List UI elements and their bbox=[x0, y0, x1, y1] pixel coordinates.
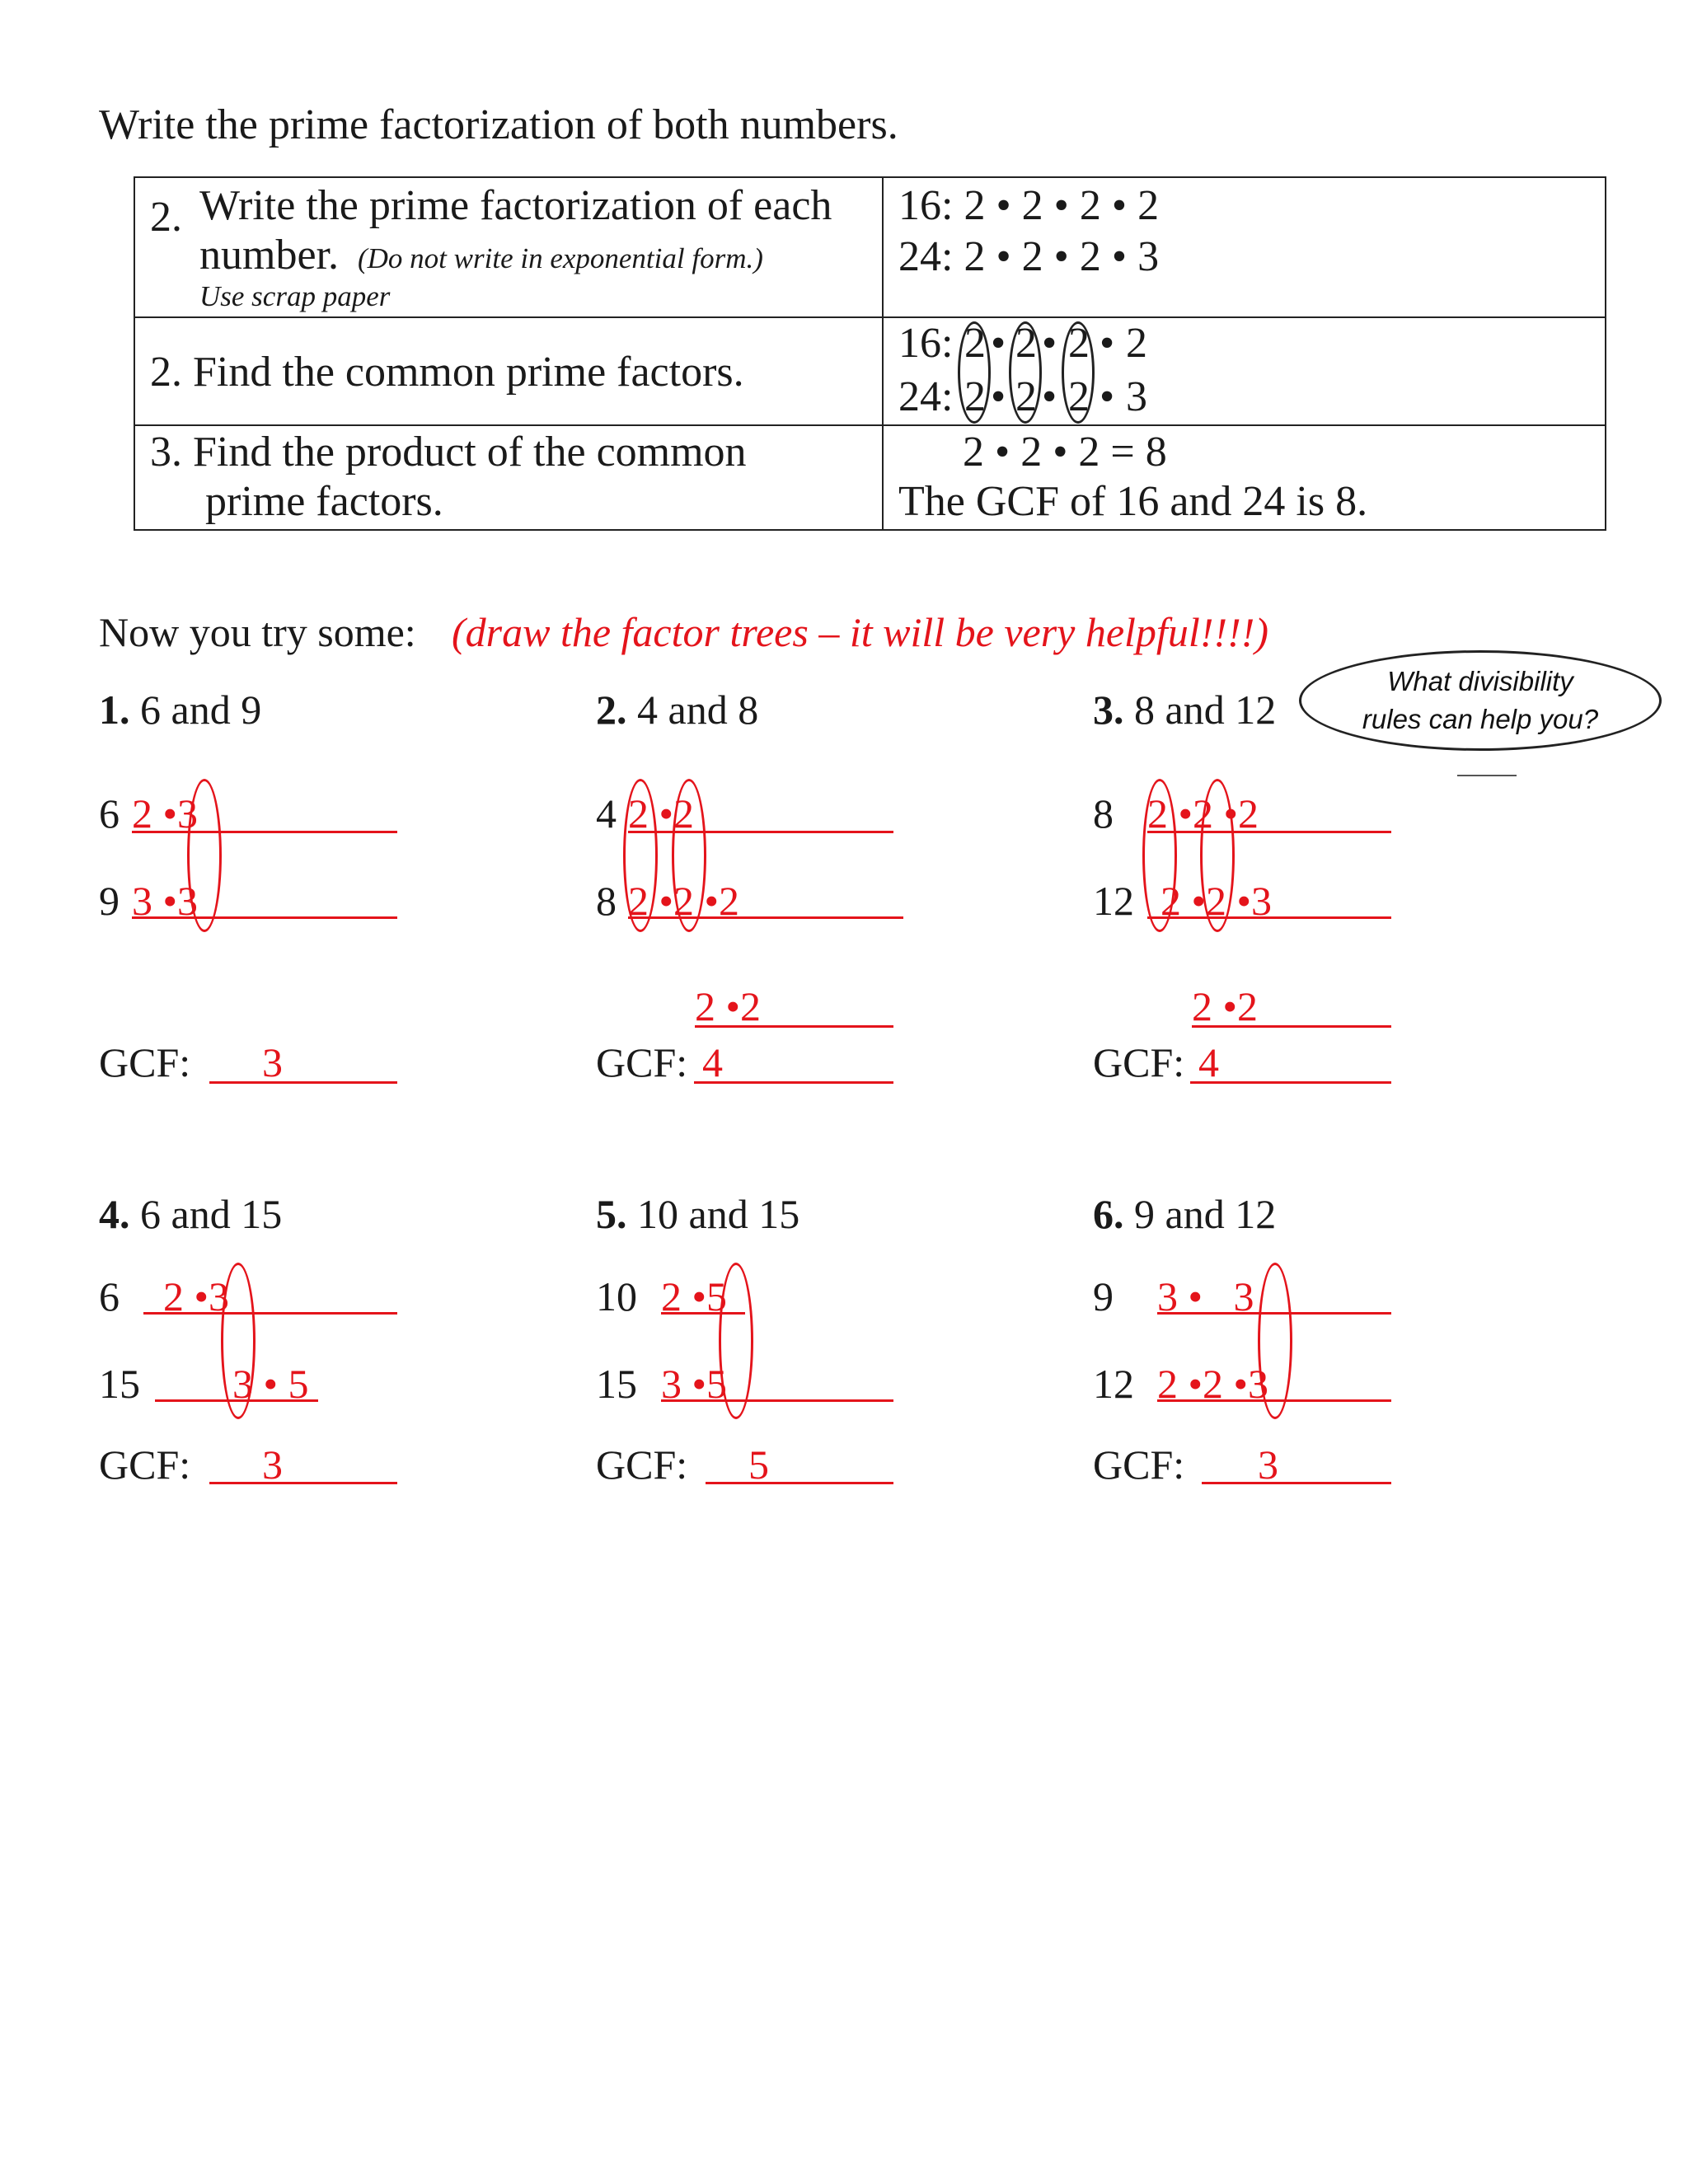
common-16-factor-2: 2 bbox=[1015, 320, 1037, 367]
common-24-factor-4: 3 bbox=[1126, 373, 1147, 420]
gcf-label: GCF: bbox=[99, 1039, 191, 1085]
common-24-factor-1: 2 bbox=[964, 373, 986, 420]
factors-a: 2 •2 •2 bbox=[1147, 790, 1259, 837]
gcf-label: GCF: bbox=[1093, 1039, 1185, 1085]
gcf-label: GCF: bbox=[596, 1039, 688, 1085]
step3-instruction-cell bbox=[134, 425, 883, 530]
problem-label: 5. 10 and 15 bbox=[596, 1191, 800, 1237]
factors-a: 3 • 3 bbox=[1157, 1273, 1254, 1319]
common-factor-circle bbox=[1062, 321, 1095, 424]
step1-text: Write the prime factorization of each bbox=[199, 182, 832, 229]
step1-scrap-note: Use scrap paper bbox=[199, 280, 391, 312]
common-factor-circle bbox=[1200, 779, 1235, 932]
common-factors: 2 •2 bbox=[695, 983, 762, 1029]
common-factor-circle bbox=[623, 779, 658, 932]
number-a: 10 bbox=[596, 1273, 637, 1319]
divider bbox=[1457, 775, 1517, 776]
problem-label: 3. 8 and 12 bbox=[1093, 687, 1277, 733]
divisibility-hint-bubble bbox=[1299, 650, 1662, 751]
factors-b: 2 •2 •2 bbox=[628, 878, 740, 924]
number-b: 8 bbox=[596, 878, 617, 924]
common-24-factor-2: 2 bbox=[1015, 373, 1037, 420]
bubble-text-2: rules can help you? bbox=[1362, 704, 1599, 734]
gcf-answer: 3 bbox=[262, 1441, 283, 1488]
common-factor-circle bbox=[1142, 779, 1177, 932]
gcf-answer: 3 bbox=[1258, 1441, 1278, 1488]
common-16-label: 16: bbox=[898, 320, 954, 367]
problem-label: 4. 6 and 15 bbox=[99, 1191, 283, 1237]
number-a: 8 bbox=[1093, 790, 1114, 837]
step3-text: 3. Find the product of the common bbox=[150, 429, 747, 476]
step3-answer-cell bbox=[883, 425, 1606, 530]
step3-text-2: prime factors. bbox=[205, 478, 443, 525]
step1-instruction-cell bbox=[134, 177, 883, 317]
step1-answer-cell bbox=[883, 177, 1606, 317]
step2-instruction-cell bbox=[134, 317, 883, 425]
page-title: Write the prime factorization of both numbers. bbox=[99, 101, 898, 148]
number-b: 15 bbox=[596, 1361, 637, 1407]
practice-intro: Now you try some: bbox=[99, 609, 416, 655]
product-equation: 2 • 2 • 2 = 8 bbox=[963, 429, 1167, 476]
number-a: 9 bbox=[1093, 1273, 1114, 1319]
factorization-24: 24: 2 • 2 • 2 • 3 bbox=[898, 233, 1160, 280]
common-24-factor-3: 2 bbox=[1068, 373, 1090, 420]
number-b: 9 bbox=[99, 878, 120, 924]
practice-hint: (draw the factor trees – it will be very helpful!!!!) bbox=[452, 609, 1268, 655]
gcf-answer: 4 bbox=[702, 1039, 723, 1085]
common-factor-circle bbox=[1009, 321, 1042, 424]
common-factor-circle bbox=[1258, 1263, 1292, 1419]
problem-label: 1. 6 and 9 bbox=[99, 687, 262, 733]
number-b: 12 bbox=[1093, 878, 1134, 924]
common-factors: 2 •2 bbox=[1192, 983, 1259, 1029]
common-factor-circle bbox=[672, 779, 706, 932]
number-b: 15 bbox=[99, 1361, 140, 1407]
factorization-16: 16: 2 • 2 • 2 • 2 bbox=[898, 182, 1160, 229]
factors-b: 2 •2 •3 bbox=[1157, 1361, 1269, 1407]
common-24-label: 24: bbox=[898, 373, 954, 420]
step1-number: 2. bbox=[150, 194, 182, 241]
bubble-text-1: What divisibility bbox=[1387, 666, 1573, 696]
factors-b: 3 •3 bbox=[132, 878, 199, 924]
number-a: 6 bbox=[99, 1273, 120, 1319]
problem-label: 6. 9 and 12 bbox=[1093, 1191, 1277, 1237]
gcf-label: GCF: bbox=[596, 1441, 688, 1488]
gcf-answer: 4 bbox=[1198, 1039, 1219, 1085]
factors-a: 2 •5 bbox=[661, 1273, 728, 1319]
gcf-label: GCF: bbox=[99, 1441, 191, 1488]
factors-a: 2 •3 bbox=[163, 1273, 230, 1319]
factors-b: 3 •5 bbox=[661, 1361, 728, 1407]
gcf-answer: 3 bbox=[262, 1039, 283, 1085]
gcf-label: GCF: bbox=[1093, 1441, 1185, 1488]
common-16-factor-4: 2 bbox=[1126, 320, 1147, 367]
factors-a: 2 •2 bbox=[628, 790, 695, 837]
number-a: 4 bbox=[596, 790, 617, 837]
common-factor-circle bbox=[719, 1263, 753, 1419]
step2-text: 2. Find the common prime factors. bbox=[150, 349, 744, 396]
common-factor-circle bbox=[187, 779, 222, 932]
common-16-factor-3: 2 bbox=[1068, 320, 1090, 367]
step2-answer-cell: 16: 2 • 2 • 2 • 2 24: 2 • 2 • 2 • 3 bbox=[883, 317, 1606, 425]
number-a: 6 bbox=[99, 790, 120, 837]
common-16-factor-1: 2 bbox=[964, 320, 986, 367]
common-factor-circle bbox=[958, 321, 991, 424]
number-b: 12 bbox=[1093, 1361, 1134, 1407]
factors-a: 2 •3 bbox=[132, 790, 199, 837]
gcf-answer: 5 bbox=[748, 1441, 769, 1488]
common-factor-circle bbox=[221, 1263, 256, 1419]
example-table bbox=[134, 176, 1606, 531]
factors-b: 3 • 5 bbox=[232, 1361, 309, 1407]
problem-label: 2. 4 and 8 bbox=[596, 687, 759, 733]
gcf-statement: The GCF of 16 and 24 is 8. bbox=[898, 478, 1368, 525]
step1-note: (Do not write in exponential form.) bbox=[358, 242, 763, 274]
step1-text-2: number. bbox=[199, 232, 339, 279]
factors-b: 2 •2 •3 bbox=[1160, 878, 1273, 924]
